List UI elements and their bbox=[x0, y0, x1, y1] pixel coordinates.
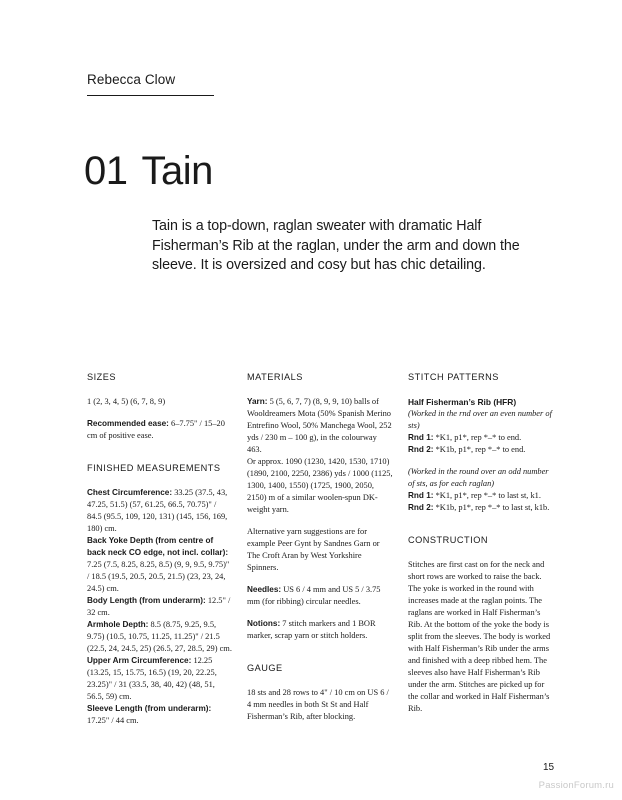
ease-value: 6–7.75" / 15–20 cm of positive ease. bbox=[87, 419, 225, 440]
stitch-patterns-heading: STITCH PATTERNS bbox=[408, 372, 499, 382]
needles-label: Needles: bbox=[247, 585, 282, 594]
pattern-name: Tain bbox=[141, 149, 213, 193]
yarn-suggestions: Alternative yarn suggestions are for example Peer Gynt by Sandnes Garn or The Croft Aran by West Yorkshire Spinners. bbox=[247, 527, 380, 572]
hfr-odd-rnd1 bbox=[408, 490, 556, 502]
pattern-title bbox=[84, 146, 213, 196]
notions-value: 7 stitch markers and 1 BOR marker, scrap yarn or stitch holders. bbox=[247, 619, 376, 640]
gauge-text: 18 sts and 28 rows to 4" / 10 cm on US 6 / 4 mm needles in both St St and Half Fisherman’s Rib, after blocking. bbox=[247, 688, 389, 721]
materials-heading: MATERIALS bbox=[247, 372, 303, 382]
sizes-heading: SIZES bbox=[87, 372, 117, 382]
hfr-even-rnd1 bbox=[408, 432, 556, 444]
notions-label: Notions: bbox=[247, 619, 281, 628]
rnd-label: Rnd 2: bbox=[408, 503, 434, 512]
measurement-item bbox=[87, 487, 232, 535]
measurement-label: Chest Circumference: bbox=[87, 488, 173, 497]
rnd-label: Rnd 1: bbox=[408, 491, 434, 500]
measurement-label: Armhole Depth: bbox=[87, 620, 149, 629]
measurement-label: Body Length (from underarm): bbox=[87, 596, 206, 605]
rnd-text: *K1b, p1*, rep *–* to end. bbox=[433, 445, 526, 454]
measurements-heading: FINISHED MEASUREMENTS bbox=[87, 463, 221, 473]
measurement-value: 33.25 (37.5, 43, 47.25, 51.5) (57, 61.25, 66.5, 70.75)" / 84.5 (95.5, 109, 120, 131) (145, 156, 169, 180) cm. bbox=[87, 488, 228, 533]
column-sizes-measurements bbox=[87, 371, 232, 727]
hfr-even-rnd2 bbox=[408, 444, 556, 456]
measurement-label: Sleeve Length (from underarm): bbox=[87, 704, 212, 713]
author-name: Rebecca Clow bbox=[87, 72, 176, 87]
rnd-label: Rnd 1: bbox=[408, 433, 434, 442]
measurement-value: 12.5" / 32 cm. bbox=[87, 596, 231, 617]
construction-heading: CONSTRUCTION bbox=[408, 535, 489, 545]
ease-text bbox=[87, 418, 232, 442]
column-stitch-construction bbox=[408, 371, 556, 725]
author-underline bbox=[87, 95, 214, 96]
construction-text: Stitches are first cast on for the neck and short rows are worked to raise the back. The yoke is worked in the round with increases made at the raglan points. The raglans are worked in Half Fisherman’s Rib. At the bottom of the yoke the body is split from the sleeves. The body is worked with Half Fisherman’s Rib under the arms and finished with a deep ribbed hem. The sleeves also have Half Fisherman’s Rib under the arm. Stitches are picked up for the collar and worked in Half Fisherman’s Rib. bbox=[408, 560, 551, 713]
measurement-value: 7.25 (7.5, 8.25, 8.25, 8.5) (9, 9, 9.5, 9.75)" / 18.5 (19.5, 20.5, 20.5, 21.5) (23, 23, 24, 24.5) cm. bbox=[87, 560, 230, 593]
column-materials-gauge bbox=[247, 371, 393, 733]
gauge-heading: GAUGE bbox=[247, 663, 283, 673]
measurement-item bbox=[87, 619, 232, 655]
ease-label: Recommended ease: bbox=[87, 419, 169, 428]
needles-value: US 6 / 4 mm and US 5 / 3.75 mm (for ribbing) circular needles. bbox=[247, 585, 381, 606]
sizes-text: 1 (2, 3, 4, 5) (6, 7, 8, 9) bbox=[87, 397, 166, 406]
measurement-value: 17.25" / 44 cm. bbox=[87, 716, 139, 725]
intro-paragraph: Tain is a top-down, raglan sweater with dramatic Half Fisherman’s Rib at the raglan, under the arm and down the sleeve. It is oversized and cosy but has chic detailing. bbox=[152, 218, 520, 273]
measurement-item bbox=[87, 595, 232, 619]
hfr-odd-note: (Worked in the round over an odd number of sts, as for each raglan) bbox=[408, 467, 549, 488]
notions-text bbox=[247, 618, 393, 642]
hfr-odd-rnd2 bbox=[408, 502, 556, 514]
yarn-text bbox=[247, 396, 393, 456]
measurement-item bbox=[87, 535, 232, 595]
yarn-value: 5 (5, 6, 7, 7) (8, 9, 9, 10) balls of Wooldreamers Mota (50% Spanish Merino Entrefino Wool, 50% Manchega Wool, 252 yds / 230 m – 100 g), in the colourway 463. bbox=[247, 397, 392, 454]
page-number: 15 bbox=[543, 762, 555, 773]
yarn-alternative-amount: Or approx. 1090 (1230, 1420, 1530, 1710) (1890, 2100, 2250, 2386) yds / 1000 (1125, 1300, 1400, 1550) (1725, 1900, 2050, 2150) m of a similar woolen-spun DK-weight yarn. bbox=[247, 457, 393, 514]
hfr-heading: Half Fisherman’s Rib (HFR) bbox=[408, 397, 517, 407]
measurement-value: 8.5 (8.75, 9.25, 9.5, 9.75) (10.5, 10.75, 11.25, 11.25)" / 21.5 (22.5, 24, 24.5, 25) (26.5, 27, 28.5, 29) cm. bbox=[87, 620, 232, 653]
yarn-label: Yarn: bbox=[247, 397, 268, 406]
rnd-label: Rnd 2: bbox=[408, 445, 434, 454]
hfr-even-note: (Worked in the rnd over an even number of sts) bbox=[408, 409, 552, 430]
pattern-number: 01 bbox=[84, 149, 128, 193]
measurement-value: 12.25 (13.25, 15, 15.75, 16.5) (19, 20, 22.25, 23.25)" / 31 (33.5, 38, 40, 42) (48, 51, 56.5, 59) cm. bbox=[87, 656, 217, 701]
watermark: PassionForum.ru bbox=[538, 780, 614, 791]
rnd-text: *K1b, p1*, rep *–* to last st, k1b. bbox=[433, 503, 550, 512]
rnd-text: *K1, p1*, rep *–* to end. bbox=[433, 433, 522, 442]
measurement-label: Upper Arm Circumference: bbox=[87, 656, 192, 665]
measurement-item bbox=[87, 703, 232, 727]
measurement-item bbox=[87, 655, 232, 703]
measurement-label: Back Yoke Depth (from centre of back neck CO edge, not incl. collar): bbox=[87, 536, 229, 557]
needles-text bbox=[247, 584, 393, 608]
rnd-text: *K1, p1*, rep *–* to last st, k1. bbox=[433, 491, 541, 500]
